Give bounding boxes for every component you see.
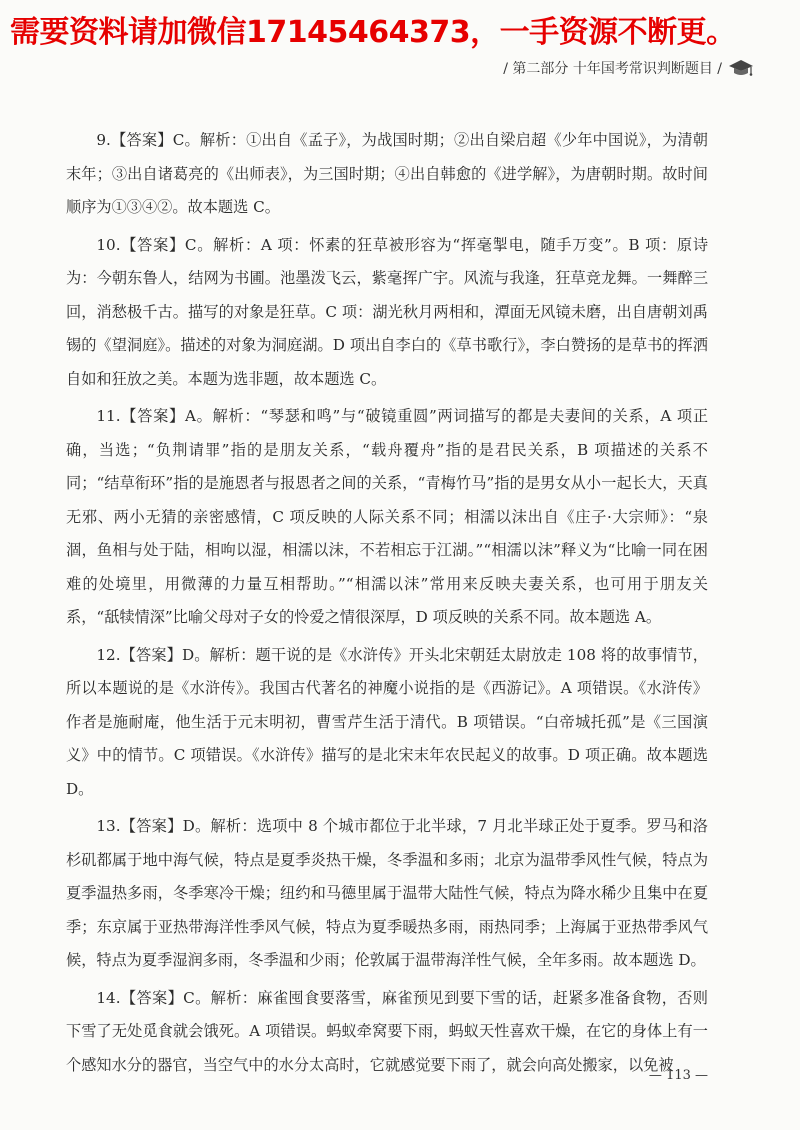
item-text: A。解析：“琴瑟和鸣”与“破镜重圆”两词描写的都是夫妻间的关系，A 项正确，当选；“负荆请罪”指的是朋友关系，“载舟覆舟”指的是君民关系，B 项描述的关系不同；“结草衔环”指的是施恩者与报恩者之间的关系，“青梅竹马”指的是男女从小一起长大，天真无邪、两小无猜的亲密感情，C 项反映的人际关系不同；相濡以沫出自《庄子·大宗师》：“泉涸，鱼相与处于陆，相呴以湿，相濡以沫，不若相忘于江湖。”“相濡以沫”释义为“比喻一同在困难的处境里，用微薄的力量互相帮助。”“相濡以沫”常用来反映夫妻关系，也可用于朋友关系，“舐犊情深”比喻父母对子女的怜爱之情很深厚，D 项反映的关系不同。故本题选 A。 xyxy=(66,407,709,626)
answer-item-12 xyxy=(66,639,708,807)
item-text: D。解析：选项中 8 个城市都位于北半球，7 月北半球正处于夏季。罗马和洛杉矶都属于地中海气候，特点是夏季炎热干燥，冬季温和多雨；北京为温带季风性气候，特点为夏季温热多雨，冬季寒冷干燥；纽约和马德里属于温带大陆性气候，特点为降水稀少且集中在夏季；东京属于亚热带海洋性季风气候，特点为夏季暖热多雨，雨热同季；上海属于亚热带季风气候，特点为夏季湿润多雨，冬季温和少雨；伦敦属于温带海洋性气候，全年多雨。故本题选 D。 xyxy=(66,817,708,969)
item-text: C。解析：麻雀囤食要落雪，麻雀预见到要下雪的话，赶紧多准备食物，否则下雪了无处觅食就会饿死。A 项错误。蚂蚁牵窝要下雨，蚂蚁天性喜欢干燥，在它的身体上有一个感知水分的器官，当空气中的水分太高时，它就感觉要下雨了，就会向高处搬家，以免被 xyxy=(66,988,708,1074)
answer-item-9 xyxy=(66,124,708,225)
item-number: 10. xyxy=(96,235,121,254)
item-number: 12. xyxy=(96,645,121,664)
answer-explanations xyxy=(66,124,708,1086)
answer-label: 【答案】 xyxy=(120,235,185,254)
answer-item-14 xyxy=(66,982,708,1083)
item-text: C。解析：①出自《孟子》，为战国时期；②出自梁启超《少年中国说》，为清朝末年；③出自诸葛亮的《出师表》，为三国时期；④出自韩愈的《进学解》，为唐朝时期。故时间顺序为①③④②。故本题选 C。 xyxy=(66,131,708,216)
promo-banner: 需要资料请加微信17145464373，一手资源不断更。 xyxy=(10,15,736,50)
item-number: 11. xyxy=(96,407,121,425)
graduation-cap-icon xyxy=(728,58,754,78)
answer-label: 【答案】 xyxy=(120,407,185,425)
item-text: D。解析：题干说的是《水浒传》开头北宋朝廷太尉放走 108 将的故事情节，所以本题说的是《水浒传》。我国古代著名的神魔小说指的是《西游记》。A 项错误。《水浒传》作者是施耐庵，他生活于元末明初，曹雪芹生活于清代。B 项错误。“白帝城托孤”是《三国演义》中的情节。C 项错误。《水浒传》描写的是北宋末年农民起义的故事。D 项正确。故本题选 D。 xyxy=(66,645,708,798)
item-number: 13. xyxy=(96,817,121,835)
answer-item-10 xyxy=(66,229,708,397)
item-number: 9. xyxy=(96,131,111,149)
answer-label: 【答案】 xyxy=(110,131,173,149)
answer-label: 【答案】 xyxy=(120,988,184,1007)
answer-item-13 xyxy=(66,810,708,978)
answer-label: 【答案】 xyxy=(120,817,183,835)
running-head-text: / 第二部分 十年国考常识判断题目 / xyxy=(503,61,722,77)
running-head xyxy=(503,57,754,79)
item-number: 14. xyxy=(96,988,121,1007)
item-text: C。解析：A 项：怀素的狂草被形容为“挥毫掣电，随手万变”。B 项：原诗为：今朝东鲁人，结网为书圃。池墨泼飞云，紫毫挥广宇。风流与我逢，狂草竞龙舞。一舞醉三回，消愁极千古。描写的对象是狂草。C 项：湖光秋月两相和，潭面无风镜未磨，出自唐朝刘禹锡的《望洞庭》。描述的对象为洞庭湖。D 项出自李白的《草书歌行》，李白赞扬的是草书的挥洒自如和狂放之美。本题为选非题，故本题选 C。 xyxy=(66,235,709,388)
answer-label: 【答案】 xyxy=(120,645,182,664)
answer-item-11 xyxy=(66,400,708,635)
page-number: — 113 — xyxy=(648,1068,708,1083)
